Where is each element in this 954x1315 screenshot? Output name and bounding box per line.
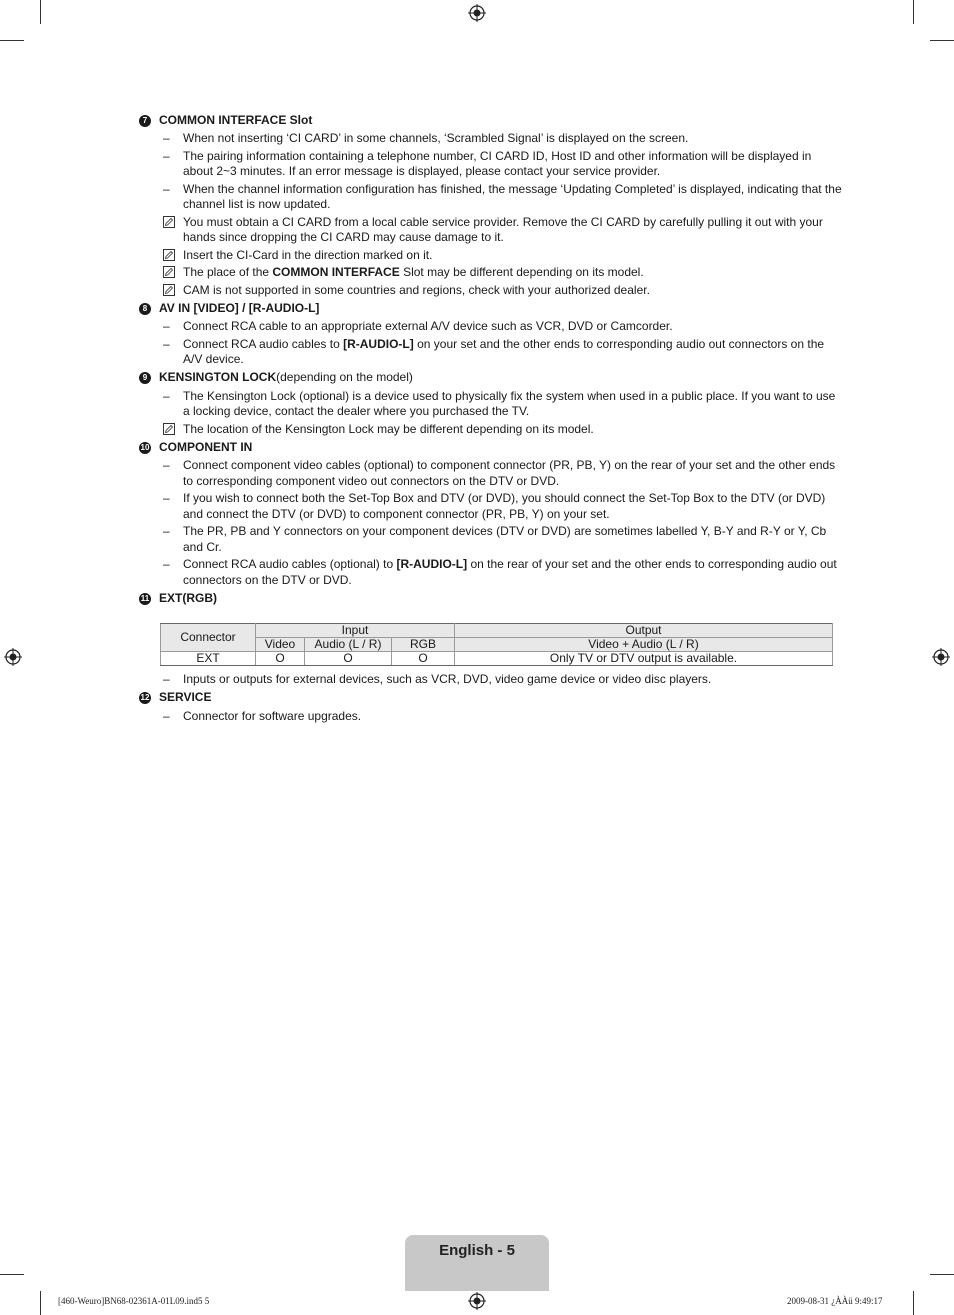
table-header-connector: Connector [161,624,256,652]
list-item [139,672,842,688]
crop-mark [913,1291,914,1315]
section-heading [139,370,842,387]
table-cell-output: Only TV or DTV output is available. [455,652,833,666]
list-item [139,557,842,588]
item-text: Connect RCA cable to an appropriate external A/V device such as VCR, DVD or Camcorder. [183,319,673,333]
dash-marker: – [163,708,170,723]
list-item [139,131,842,147]
note-icon [163,284,175,296]
section-heading [139,112,842,129]
item-text-bold: COMMON INTERFACE [272,265,400,279]
item-text: When the channel information configuration has finished, the message ‘Updating Completed’ is displayed, indicating that the channel list is now updated. [183,181,842,211]
list-item [139,337,842,368]
table-cell-video: O [256,652,305,666]
section-title: COMMON INTERFACE Slot [159,112,313,127]
table-subheader-output: Video + Audio (L / R) [455,638,833,652]
section-title: COMPONENT IN [159,439,253,454]
note-marker [163,248,183,264]
item-text-bold: [R-AUDIO-L] [343,336,414,351]
item-text: Insert the CI-Card in the direction marked on it. [183,247,433,262]
dash-marker: – [163,672,170,686]
crop-mark [0,1274,24,1275]
section-heading [139,690,842,707]
item-text-post: on the rear of your set and the other ends to corresponding audio out connectors on the DTV or DVD. [183,557,837,587]
item-text [183,337,842,368]
table-subheader-audio: Audio (L / R) [305,638,392,652]
table-cell-connector: EXT [161,652,256,666]
item-text: You must obtain a CI CARD from a local cable service provider. Remove the CI CARD by carefully pulling it out with your hands since dropping the CI CARD may cause damage to it. [183,214,823,244]
section-title: AV IN [VIDEO] / [R-AUDIO-L] [159,300,320,315]
note-icon [163,216,175,228]
crop-mark [930,40,954,41]
item-text-post: on your set and the other ends to corresponding audio out connectors on the A/V device. [183,336,825,366]
section-title: KENSINGTON LOCK [159,370,277,385]
list-item [139,319,842,335]
item-text-pre: Connect RCA audio cables to [183,336,344,351]
section-title-suffix: (depending on the model) [276,370,413,385]
item-text-bold: [R-AUDIO-L] [396,557,468,571]
dash-marker: – [163,336,170,351]
section-heading [139,300,842,317]
page-number-tab [405,1235,549,1291]
list-item [139,182,842,213]
note-icon [163,266,175,278]
item-text: When not inserting ‘CI CARD’ in some channels, ‘Scrambled Signal’ is displayed on the screen. [183,131,689,145]
ext-connector-table [160,623,833,666]
list-item [139,491,842,522]
crop-mark [0,40,24,41]
note-item [139,283,842,299]
note-icon [163,249,175,261]
dash-marker: – [163,319,170,333]
note-marker [163,215,183,246]
dash-marker: – [163,524,170,538]
dash-marker: – [163,458,170,472]
dash-marker: – [163,131,170,145]
table-subheader-rgb: RGB [392,638,455,652]
item-text: If you wish to connect both the Set-Top Box and DTV (or DVD), you should connect the Set-Top Box to the DTV (or DVD) and connect the DTV (or DVD) to component connector (PR, PB, Y) on your set. [183,491,826,521]
section-title: SERVICE [159,690,212,705]
section-number-badge: 12 [140,693,150,702]
dash-marker: – [163,148,170,163]
item-text-pre: The place of the [183,265,273,279]
list-item [139,149,842,180]
table-header-output: Output [455,624,833,638]
table-cell-rgb: O [392,652,455,666]
section-number-badge: 11 [140,593,150,603]
registration-mark-icon [468,1292,486,1310]
section-number-badge: 10 [140,442,150,452]
section-number-badge: 8 [139,303,151,315]
list-item [139,524,842,555]
crop-mark [40,1291,41,1315]
item-text: Inputs or outputs for external devices, such as VCR, DVD, video game device or video disc players. [183,672,712,686]
item-text [183,557,842,588]
note-item [139,248,842,264]
note-item [139,265,842,281]
crop-mark [913,0,914,24]
note-item [139,215,842,246]
item-text: The PR, PB and Y connectors on your component devices (DTV or DVD) are sometimes labelled Y, B-Y and R-Y or Y, Cb and Cr. [183,524,827,554]
item-text: CAM is not supported in some countries and regions, check with your authorized dealer. [183,282,650,297]
note-item [139,422,842,438]
item-text: The location of the Kensington Lock may be different depending on its model. [183,421,594,436]
section-number-badge: 9 [139,372,151,384]
registration-mark-icon [468,4,486,22]
dash-marker: – [163,181,170,196]
dash-marker: – [163,491,170,505]
crop-mark [40,0,41,24]
note-marker [163,283,183,299]
item-text-pre: Connect RCA audio cables (optional) to [183,557,397,571]
print-slug-right: 2009-08-31 ¿ÀÀü 9:49:17 [787,1296,883,1306]
note-marker [163,265,183,281]
manual-content [139,110,842,724]
section-number-badge: 7 [139,115,151,127]
dash-marker: – [163,557,170,571]
item-text: The pairing information containing a telephone number, CI CARD ID, Host ID and other information will be displayed in about 2~3 minutes. If an error message is displayed, please contact your service provider. [183,148,812,178]
list-item [139,709,842,725]
table-cell-audio: O [305,652,392,666]
list-item [139,458,842,489]
item-text-post: Slot may be different depending on its model. [399,265,644,279]
item-text: Connect component video cables (optional) to component connector (PR, PB, Y) on the rear of your set and the other ends to corresponding component video out connectors on the DTV or DVD. [183,458,836,488]
section-title: EXT(RGB) [159,590,217,605]
table-row [161,652,833,666]
note-icon [163,423,175,435]
dash-marker: – [163,388,170,403]
print-slug-left: [460-Weuro]BN68-02361A-01L09.ind5 5 [58,1296,210,1306]
table-header-input: Input [256,624,455,638]
section-heading [139,439,842,456]
crop-mark [930,1274,954,1275]
list-item [139,389,842,420]
section-heading [139,590,842,607]
table-subheader-video: Video [256,638,305,652]
registration-mark-icon [932,648,950,666]
item-text: The Kensington Lock (optional) is a device used to physically fix the system when used in a public place. If you want to use a locking device, contact the dealer where you purchased the TV. [183,388,836,418]
registration-mark-icon [4,648,22,666]
item-text: Connector for software upgrades. [183,708,362,723]
page-label: English - 5 [439,1242,515,1259]
item-text [183,265,842,281]
note-marker [163,422,183,438]
